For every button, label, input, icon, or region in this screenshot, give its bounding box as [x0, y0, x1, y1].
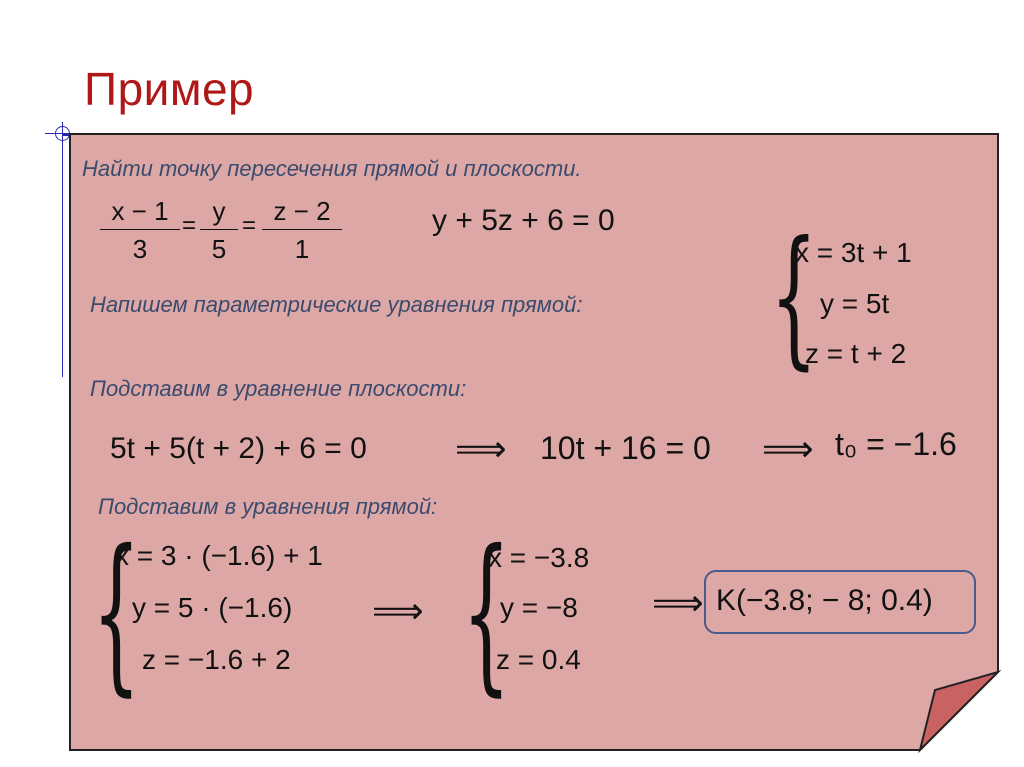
fraction-z	[262, 196, 342, 265]
answer-point: K(−3.8; − 8; 0.4)	[716, 584, 933, 617]
subst-line-heading: Подставим в уравнения прямой:	[98, 494, 438, 519]
system-b-brace: {	[462, 514, 511, 712]
implies-arrow-3: ⟹	[372, 590, 424, 631]
fraction-y-denominator: 5	[211, 234, 227, 264]
equals-sign-1: =	[182, 212, 197, 239]
system-a-y: y = 5 · (−1.6)	[132, 592, 293, 623]
fraction-y-numerator: y	[200, 196, 238, 230]
system-a-z: z = −1.6 + 2	[142, 644, 291, 675]
system-b-z: z = 0.4	[496, 644, 581, 675]
page-title: Пример	[84, 63, 255, 115]
param-brace: {	[770, 210, 818, 384]
implies-arrow-4: ⟹	[652, 582, 704, 623]
param-eq-x: x = 3t + 1	[795, 237, 912, 268]
fraction-x-numerator: x − 1	[100, 196, 180, 230]
param-eq-y: y = 5t	[820, 288, 890, 319]
implies-arrow-2: ⟹	[762, 428, 814, 469]
system-a-x: x = 3 · (−1.6) + 1	[115, 540, 323, 571]
fraction-z-numerator: z − 2	[262, 196, 342, 230]
implies-arrow-1: ⟹	[455, 428, 507, 469]
fraction-x	[100, 196, 180, 265]
substitution-step-1: 5t + 5(t + 2) + 6 = 0	[110, 432, 367, 465]
task-text: Найти точку пересечения прямой и плоскости.	[82, 156, 582, 181]
equals-sign-2: =	[242, 212, 257, 239]
system-a-brace: {	[92, 514, 141, 712]
fraction-y	[200, 196, 238, 265]
system-b-y: y = −8	[500, 592, 578, 623]
plane-equation: y + 5z + 6 = 0	[432, 204, 615, 237]
param-heading: Напишем параметрические уравнения прямой:	[90, 292, 583, 317]
fraction-z-denominator: 1	[294, 234, 310, 264]
parameter-result: t₀ = −1.6	[835, 426, 957, 462]
fraction-x-denominator: 3	[132, 234, 148, 264]
substitution-step-2: 10t + 16 = 0	[540, 430, 711, 466]
subst-plane-heading: Подставим в уравнение плоскости:	[90, 376, 467, 401]
system-b-x: x = −3.8	[488, 542, 590, 573]
param-eq-z: z = t + 2	[805, 338, 907, 369]
